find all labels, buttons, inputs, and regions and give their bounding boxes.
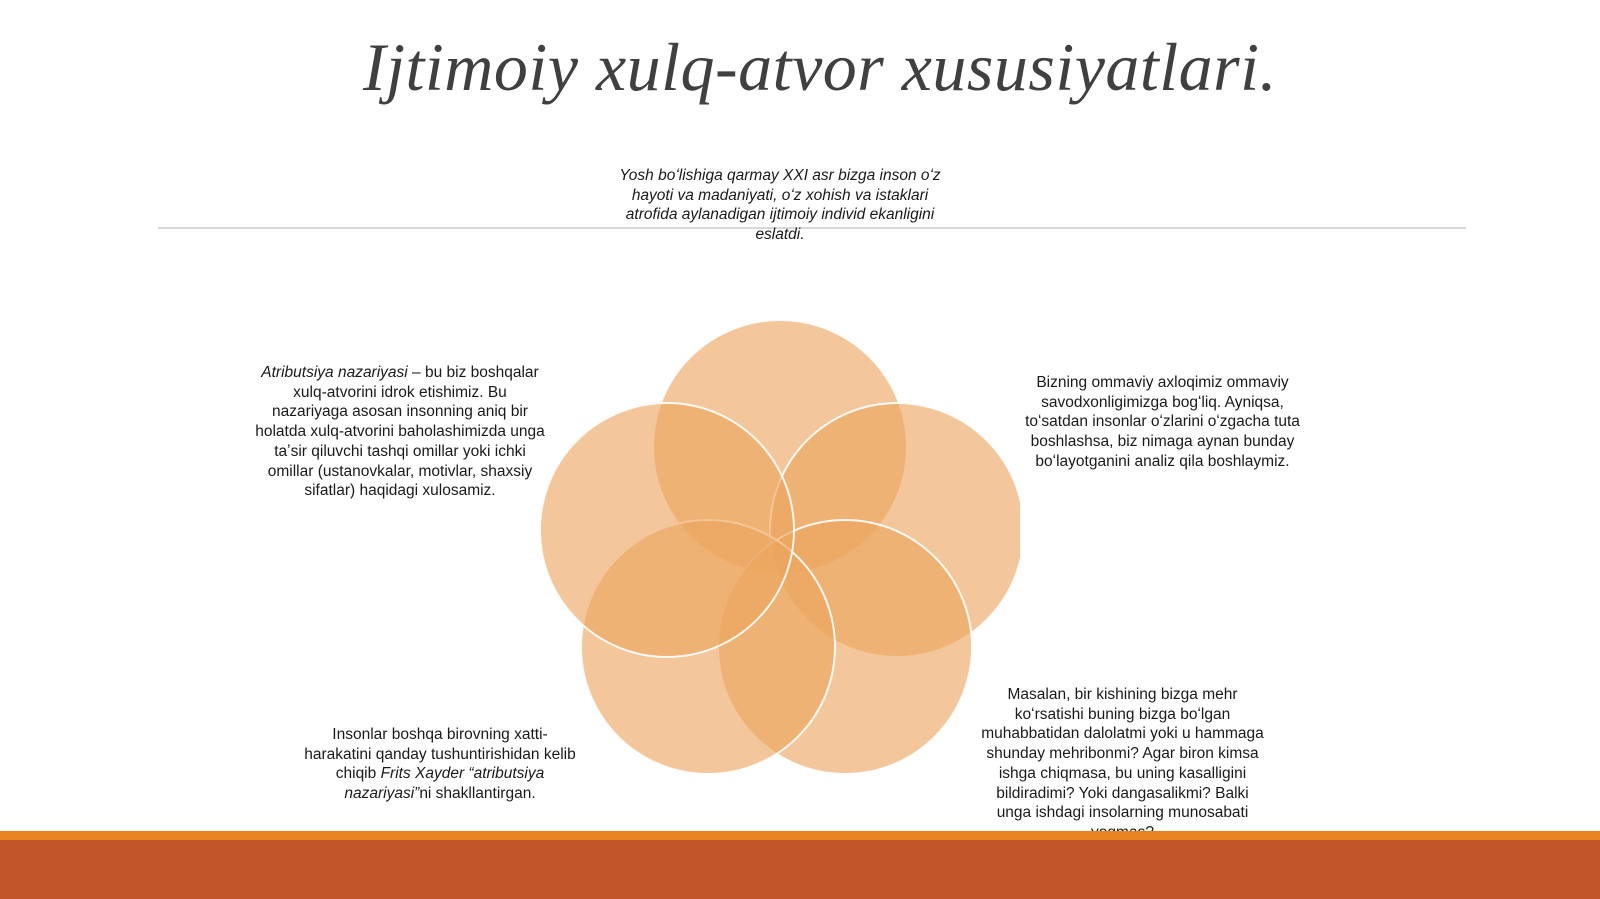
venn-circles xyxy=(540,320,1020,774)
bottom-left-text-italic: Frits Xayder “atributsiya nazariyasi” xyxy=(344,765,545,803)
left-text-block xyxy=(255,363,545,501)
bottom-right-text-block: Masalan, bir kishining bizga mehr koʻrsatishi buning bizga boʻlgan muhabbatidan dalolatmi yoki u hammaga shunday mehribonmi? Agar biron kimsa ishga chiqmasa, bu uning kasalligini bildiradimi? Yoki dangasalikmi? Balki unga ishdagi insolarning munosabati xyxy=(981,686,1264,822)
footer-accent-line xyxy=(0,831,1600,840)
top-text-block: Yosh boʻlishiga qarmay XXI asr bizga inson oʻz hayoti va madaniyati, oʻz xohish va istaklari atrofida aylanadigan ijtimoiy individ ekanligini eslatdi. xyxy=(619,167,941,244)
left-text-body: – bu biz boshqalar xulq-atvorini idrok etishimiz. Bu nazariyaga asosan insonning aniq bir holatda xulq-atvorini baholashimizda unga taʼsir qiluvchi tashqi omillar yoki ichki omillar (ustanovkalar, motivlar, shaxsiy sifatlar) haqidagi xulosamiz. xyxy=(255,364,545,500)
venn-circle-left xyxy=(540,403,794,657)
left-text-italic: Atributsiya nazariyasi xyxy=(261,364,408,381)
slide-title: Ijtimoiy xulq-atvor xususiyatlari. xyxy=(362,29,1278,105)
five-circle-venn-diagram xyxy=(540,320,1020,790)
bottom-left-text-part2: ni shakllantirgan. xyxy=(419,785,536,803)
bottom-left-text-part1: Insonlar boshqa birovning xatti-harakatini qanday tushuntirishidan kelib chiqib xyxy=(304,726,576,783)
footer-bar xyxy=(0,840,1600,899)
right-text-block: Bizning ommaviy axloqimiz ommaviy savodxonligimizga bogʻliq. Ayniqsa, toʻsatdan insonlar oʻzlarini oʻzgacha tuta boshlashsa, biz nimaga aynan bunday boʻlayotganini analiz qila boshlaymiz. xyxy=(1025,374,1300,470)
bottom-left-text-block xyxy=(300,725,580,804)
